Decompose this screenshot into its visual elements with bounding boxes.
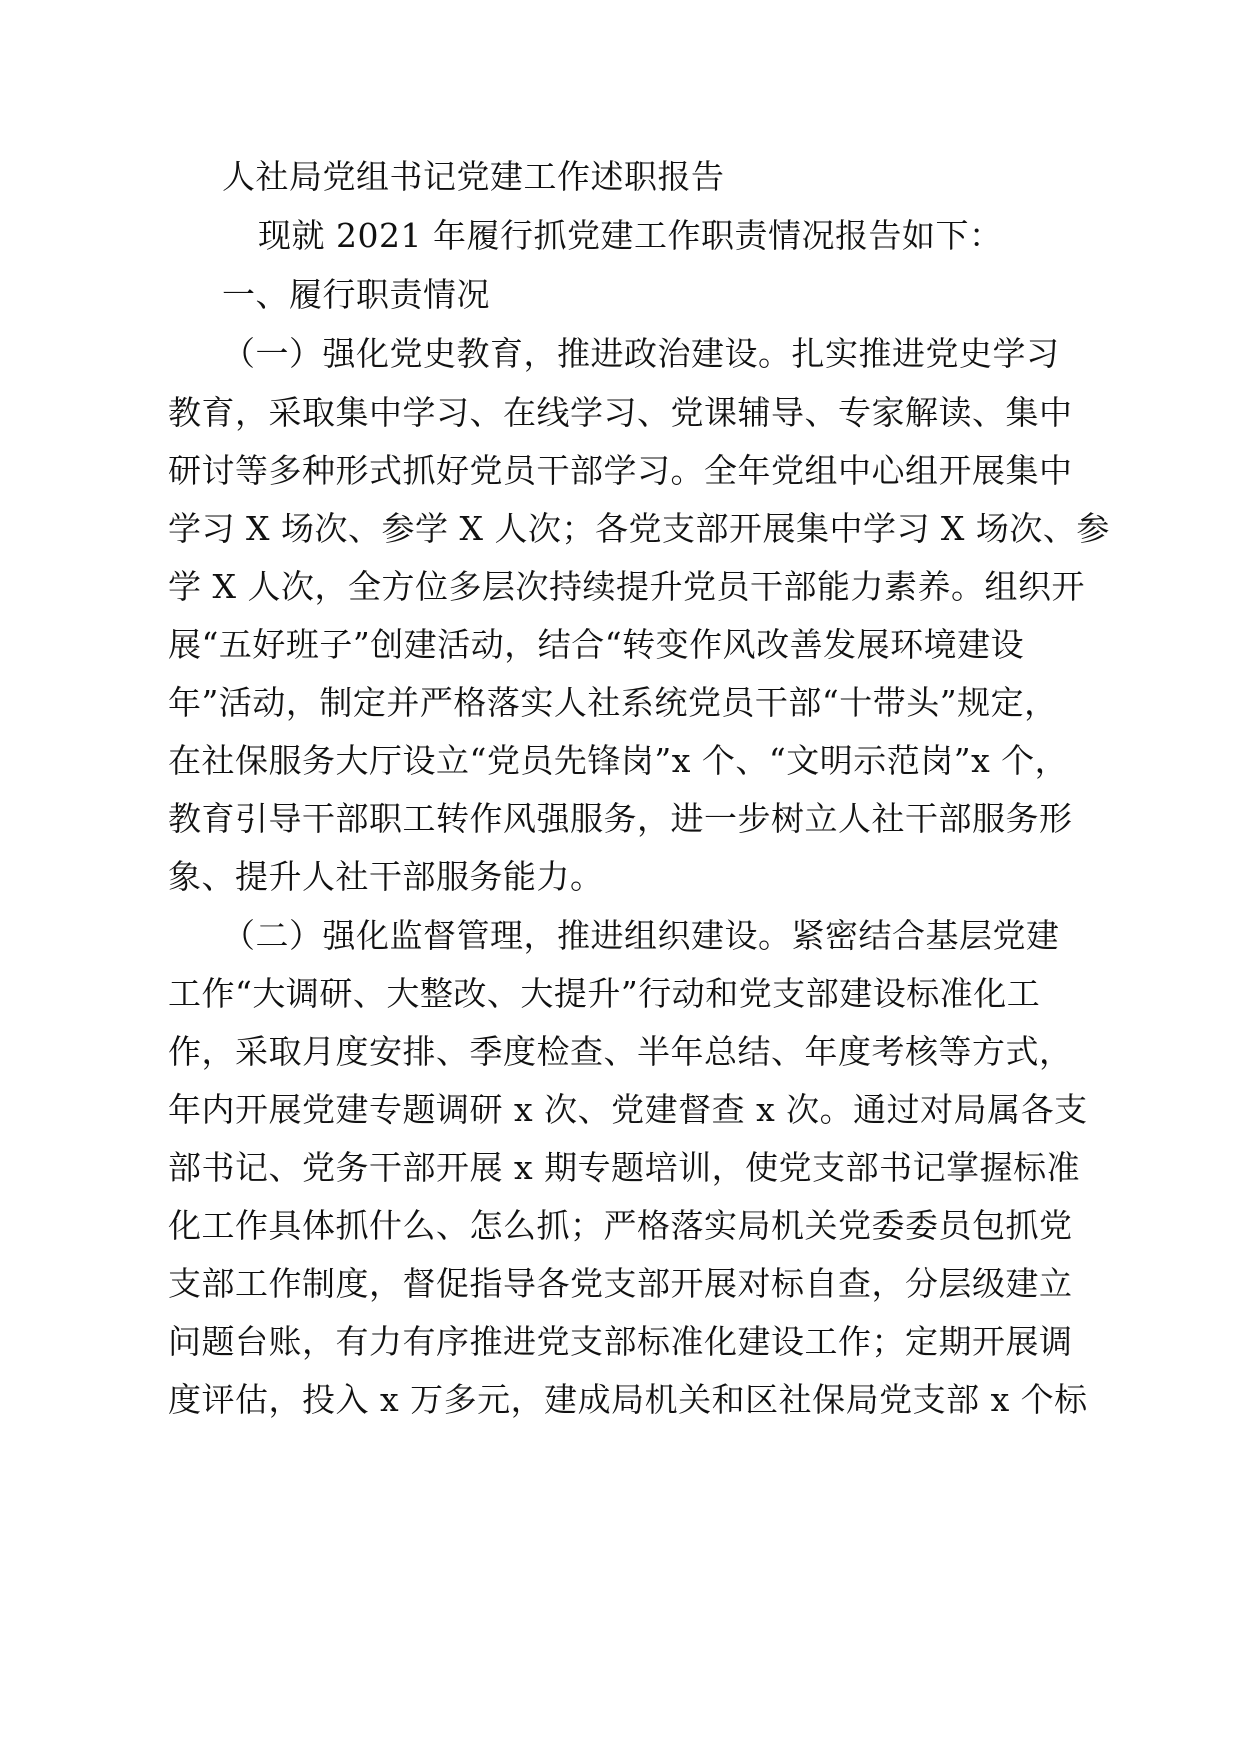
body-line: 学 X 人次，全方位多层次持续提升党员干部能力素养。组织开 — [168, 567, 1085, 606]
body-line: 问题台账，有力有序推进党支部标准化建设工作；定期开展调 — [168, 1322, 1073, 1361]
body-line: 研讨等多种形式抓好党员干部学习。全年党组中心组开展集中 — [168, 451, 1073, 490]
body-line: 作，采取月度安排、季度检查、半年总结、年度考核等方式， — [168, 1032, 1073, 1071]
body-line: 年内开展党建专题调研 x 次、党建督查 x 次。通过对局属各支 — [168, 1090, 1088, 1129]
body-line: 在社保服务大厅设立“党员先锋岗”x 个、“文明示范岗”x 个， — [168, 741, 1069, 780]
body-line: 教育，采取集中学习、在线学习、党课辅导、专家解读、集中 — [168, 393, 1073, 432]
body-line: 工作“大调研、大整改、大提升”行动和党支部建设标准化工 — [168, 974, 1041, 1013]
body-line: 年”活动，制定并严格落实人社系统党员干部“十带头”规定， — [168, 683, 1058, 722]
body-line: 支部工作制度，督促指导各党支部开展对标自查，分层级建立 — [168, 1264, 1073, 1303]
body-line: 展“五好班子”创建活动，结合“转变作风改善发展环境建设 — [168, 625, 1025, 664]
body-line: （二）强化监督管理，推进组织建设。紧密结合基层党建 — [222, 916, 1060, 955]
body-line: 象、提升人社干部服务能力。 — [168, 857, 604, 896]
document-title: 人社局党组书记党建工作述职报告 — [222, 157, 725, 196]
body-line: 教育引导干部职工转作风强服务，进一步树立人社干部服务形 — [168, 799, 1073, 838]
section-heading: 一、履行职责情况 — [222, 275, 490, 314]
body-line: 度评估，投入 x 万多元，建成局机关和区社保局党支部 x 个标 — [168, 1380, 1088, 1419]
intro-paragraph: 现就 2021 年履行抓党建工作职责情况报告如下： — [258, 216, 1003, 255]
body-line: 部书记、党务干部开展 x 期专题培训，使党支部书记掌握标准 — [168, 1148, 1081, 1187]
body-line: 化工作具体抓什么、怎么抓；严格落实局机关党委委员包抓党 — [168, 1206, 1073, 1245]
body-line: （一）强化党史教育，推进政治建设。扎实推进党史学习 — [222, 334, 1060, 373]
body-line: 学习 X 场次、参学 X 人次；各党支部开展集中学习 X 场次、参 — [168, 509, 1110, 548]
